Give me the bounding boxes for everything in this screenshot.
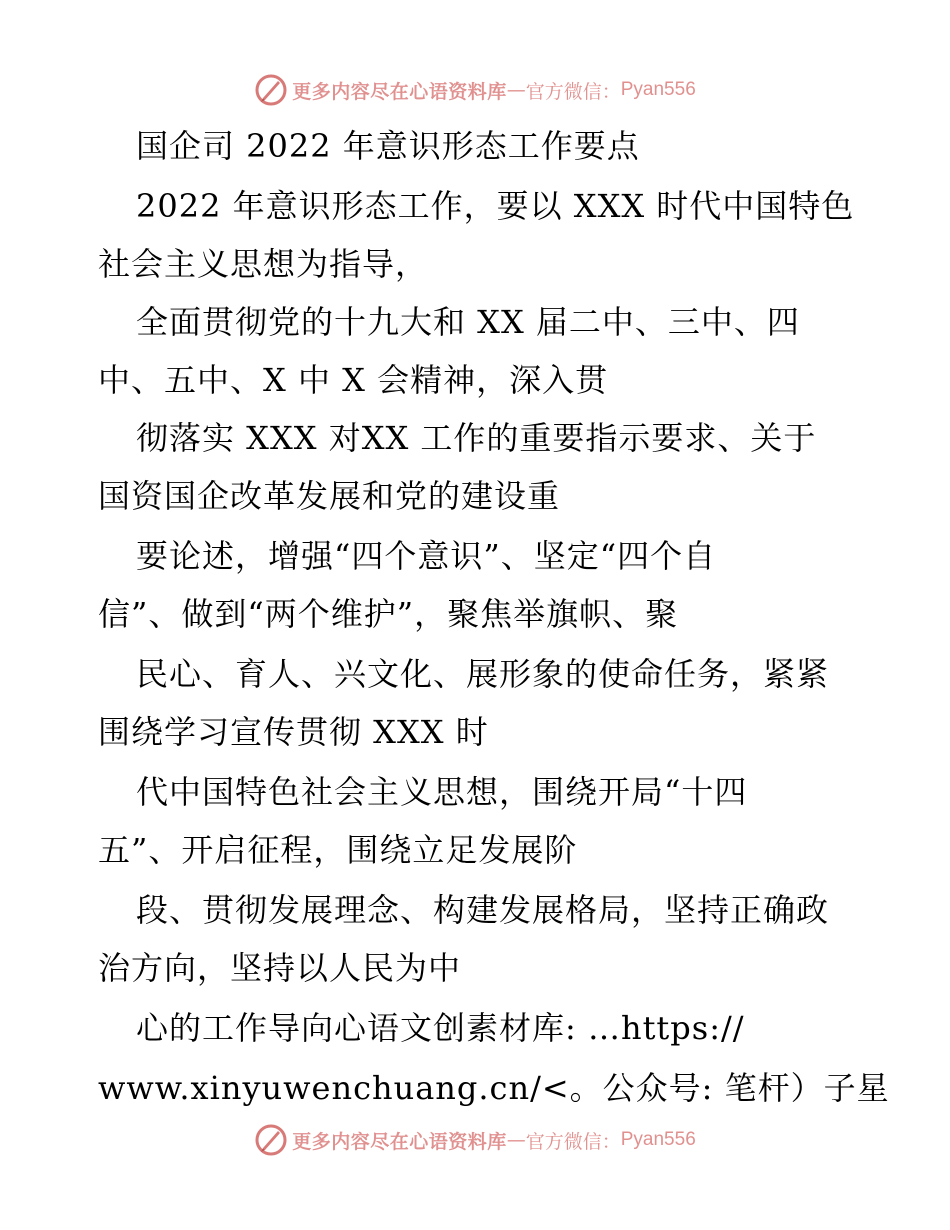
watermark-separator: — xyxy=(506,1129,526,1151)
paragraph-line: 心的工作导向心语文创素材库: …https:// xyxy=(136,1009,745,1047)
paragraph-line: 全面贯彻党的十九大和 XX 届二中、三中、四 xyxy=(136,303,800,341)
watermark-wechat-label: 官方微信： xyxy=(525,80,621,103)
quill-logo-icon xyxy=(254,1123,288,1157)
paragraph-line: www.xinyuwenchuang.cn/<。公众号: 笔杆）子星 xyxy=(98,1069,890,1107)
watermark-wechat-label: 官方微信： xyxy=(525,1130,621,1153)
paragraph-line: 代中国特色社会主义思想，围绕开局“十四 xyxy=(136,773,748,811)
paragraph-line: 中、五中、X 中 X 会精神，深入贯 xyxy=(98,361,609,399)
paragraph-line: 五”、开启征程，围绕立足发展阶 xyxy=(98,831,578,869)
paragraph-line: 信”、做到“两个维护”，聚焦举旗帜、聚 xyxy=(98,595,679,633)
paragraph-line: 要论述，增强“四个意识”、坚定“四个自 xyxy=(136,537,717,575)
paragraph-line: 彻落实 XXX 对XX 工作的重要指示要求、关于 xyxy=(136,419,817,457)
watermark-brand-text: 更多内容尽在心语资料库 xyxy=(292,80,507,103)
paragraph-line: 国资国企改革发展和党的建设重 xyxy=(98,477,561,515)
paragraph-line: 围绕学习宣传贯彻 XXX 时 xyxy=(98,713,489,751)
watermark-separator: — xyxy=(506,79,526,101)
quill-logo-icon xyxy=(254,73,288,107)
watermark-wechat-id: Pyan556 xyxy=(620,1129,696,1150)
paragraph-line: 2022 年意识形态工作，要以 XXX 时代中国特色 xyxy=(136,187,855,225)
header-watermark xyxy=(0,70,950,110)
paragraph-line: 治方向，坚持以人民为中 xyxy=(98,949,462,987)
footer-watermark xyxy=(0,1120,950,1160)
paragraph-line: 民心、育人、兴文化、展形象的使命任务，紧紧 xyxy=(136,655,830,693)
watermark-wechat-id: Pyan556 xyxy=(620,79,696,100)
document-title: 国企司 2022 年意识形态工作要点 xyxy=(136,127,640,165)
watermark-brand-text: 更多内容尽在心语资料库 xyxy=(292,1130,507,1153)
paragraph-line: 社会主义思想为指导， xyxy=(98,245,429,283)
paragraph-line: 段、贯彻发展理念、构建发展格局，坚持正确政 xyxy=(136,891,830,929)
